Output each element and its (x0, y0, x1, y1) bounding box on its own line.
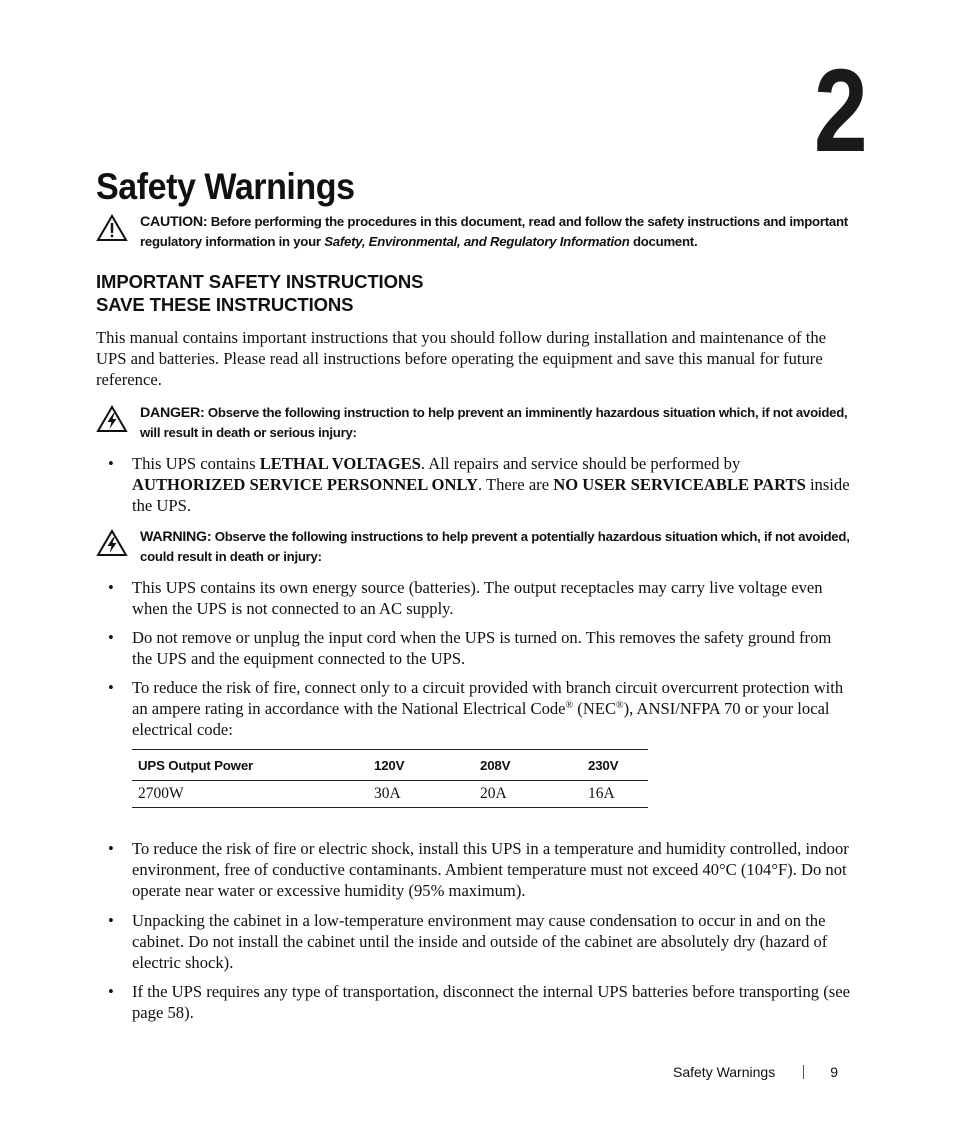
electric-hazard-icon (96, 529, 128, 557)
danger-text (140, 403, 856, 443)
column-header-230v: 230V (582, 750, 648, 781)
electric-hazard-icon (96, 405, 128, 433)
lethal-voltages-text: LETHAL VOLTAGES (259, 454, 421, 473)
bullet-text: If the UPS requires any type of transportation, disconnect the internal UPS batteries before transporting (see page 58). (132, 982, 850, 1022)
bullet-text: Do not remove or unplug the input cord when the UPS is turned on. This removes the safety ground from the UPS and the equipment connected to the UPS. (132, 628, 832, 668)
bullet-text: inside the UPS. (132, 475, 850, 515)
table-cell: 20A (474, 781, 582, 808)
bullet-text: To reduce the risk of fire or electric shock, install this UPS in a temperature and humidity controlled, indoor environment, free of conductive contaminants. Ambient temperature must not exceed 40°C (104°F). Do not operate near water or excessive humidity (95% maximum). (132, 839, 849, 900)
bullet-text-part: To reduce the risk of fire, connect only to a circuit provided with branch circuit overcurrent protection with an ampere rating in accordance with the National Electrical Code (132, 678, 844, 718)
warning-label: WARNING: (140, 529, 212, 545)
safety-instructions-heading (96, 270, 423, 316)
regulatory-doc-name: Safety, Environmental, and Regulatory Information (324, 234, 630, 249)
authorized-personnel-text: AUTHORIZED SERVICE PERSONNEL ONLY (132, 475, 478, 494)
list-item (108, 453, 852, 516)
footer-section-title: Safety Warnings (673, 1064, 776, 1080)
table-header-row (132, 750, 648, 781)
danger-body: Observe the following instruction to help prevent an imminently hazardous situation which, if not avoided, will result in death or serious injury: (140, 405, 848, 440)
bullet-glyph: • (108, 982, 114, 1001)
caution-text (140, 212, 856, 252)
bullet-text: . There are (477, 475, 554, 494)
danger-notice (96, 403, 856, 443)
bullet-glyph: • (108, 628, 114, 647)
caution-label: CAUTION: (140, 214, 208, 230)
bullet-text: This UPS contains its own energy source (batteries). The output receptacles may carry live voltage even when the UPS is not connected to an AC supply. (132, 578, 823, 618)
caution-body: Before performing the procedures in this document, read and follow the safety instructions and important regulatory information in your (140, 214, 848, 249)
no-user-serviceable-text: NO USER SERVICEABLE PARTS (553, 475, 806, 494)
danger-label: DANGER: (140, 405, 205, 421)
registered-mark: ® (616, 700, 624, 711)
warning-notice (96, 527, 856, 567)
chapter-number: 2 (814, 45, 868, 177)
registered-mark: ® (565, 700, 574, 711)
subheading-line2: SAVE THESE INSTRUCTIONS (96, 294, 354, 315)
table-cell: 2700W (132, 781, 368, 808)
page-number: 9 (830, 1064, 838, 1080)
table-cell: 16A (582, 781, 648, 808)
list-item (108, 838, 852, 901)
list-item (108, 910, 852, 973)
bullet-text (132, 677, 852, 740)
bullet-glyph: • (108, 678, 114, 697)
list-item (108, 577, 852, 619)
column-header-120v: 120V (368, 750, 474, 781)
list-item (108, 627, 852, 669)
subheading-line1: IMPORTANT SAFETY INSTRUCTIONS (96, 271, 424, 292)
table-cell: 30A (368, 781, 474, 808)
bullet-glyph: • (108, 839, 114, 858)
caution-body-end: document. (632, 234, 698, 249)
page-footer (673, 1064, 838, 1080)
bullet-glyph: • (108, 578, 114, 597)
page-title: Safety Warnings (96, 166, 355, 207)
intro-paragraph: This manual contains important instructions that you should follow during installation and maintenance of the UPS and batteries. Please read all instructions before operating the equipment and save this manual for future reference. (96, 328, 826, 389)
ups-power-table (132, 749, 648, 808)
list-item (108, 677, 852, 740)
footer-divider (803, 1065, 804, 1079)
bullet-text: Unpacking the cabinet in a low-temperature environment may cause condensation to occur in and on the cabinet. Do not install the cabinet until the inside and outside of the cabinet are absolutely dry (hazard of electric shock). (132, 911, 828, 972)
column-header-208v: 208V (474, 750, 582, 781)
bullet-text-part: ), ANSI/NFPA 70 or your local electrical code: (132, 699, 830, 739)
bullet-text: . All repairs and service should be performed by (420, 454, 741, 473)
column-header-output-power: UPS Output Power (132, 750, 368, 781)
warning-body: Observe the following instructions to help prevent a potentially hazardous situation which, if not avoided, could result in death or injury: (140, 529, 850, 564)
caution-notice (96, 212, 856, 252)
caution-triangle-icon (96, 214, 128, 242)
table-row (132, 781, 648, 808)
list-item (108, 981, 852, 1023)
bullet-glyph: • (108, 454, 114, 473)
bullet-text-part: (NEC (573, 699, 617, 718)
warning-text (140, 527, 856, 567)
bullet-glyph: • (108, 911, 114, 930)
bullet-text: This UPS contains (132, 454, 260, 473)
